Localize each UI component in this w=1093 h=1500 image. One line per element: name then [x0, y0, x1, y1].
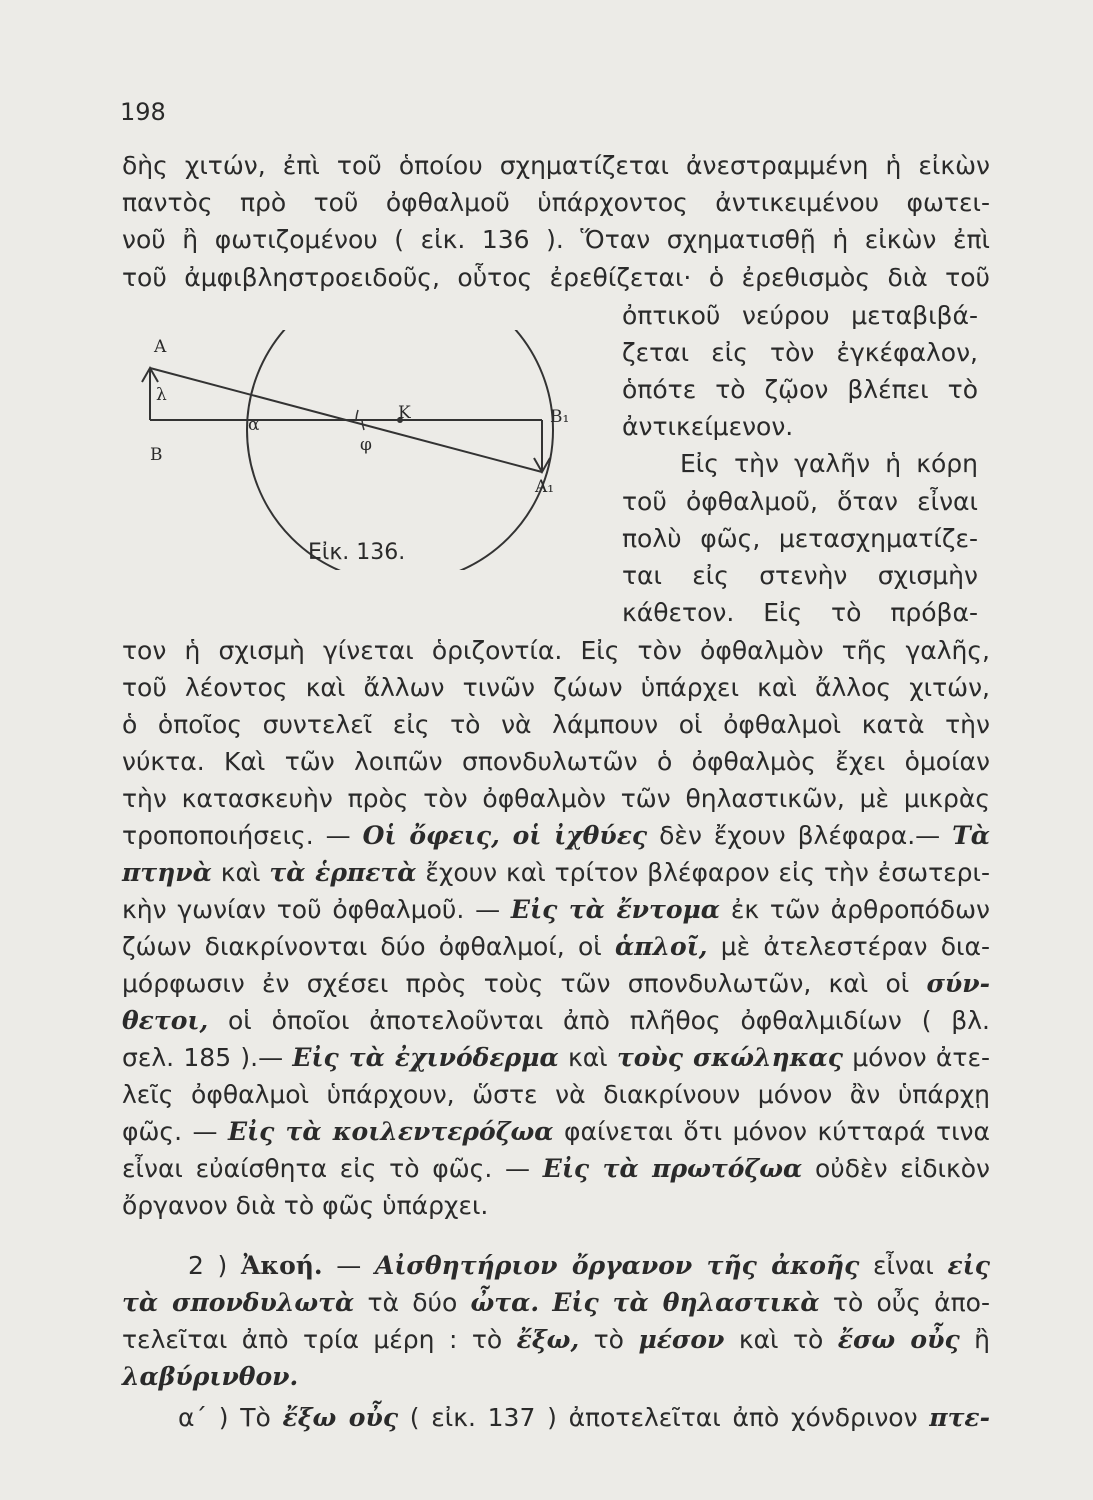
text-line: παντὸς πρὸ τοῦ ὀφθαλμοῦ ὑπάρχοντος ἀντικειμένου φωτει-: [122, 188, 990, 217]
text-line: πτηνὰ καὶ τὰ ἑρπετὰ ἔχουν καὶ τρίτον βλέφαρον εἰς τὴν ἐσωτερι-: [122, 858, 990, 887]
text-line: ὁπότε τὸ ζῷον βλέπει τὸ: [622, 375, 978, 404]
text-line: τοῦ ἀμφιβληστροειδοῦς, οὗτος ἐρεθίζεται· ὁ ἐρεθισμὸς διὰ τοῦ: [122, 263, 990, 292]
text-line: τον ἡ σχισμὴ γίνεται ὁριζοντία. Εἰς τὸν ὀφθαλμὸν τῆς γαλῆς,: [122, 636, 990, 665]
label-alpha: α: [248, 415, 260, 435]
eyeball-outline: [247, 330, 553, 570]
label-a: A: [154, 337, 167, 357]
emphasis: Εἰς τὰ ἐχινόδερμα: [292, 1043, 559, 1072]
text-line: λεῖς ὀφθαλμοὶ ὑπάρχουν, ὥστε νὰ διακρίνουν μόνον ἂν ὑπάρχῃ: [122, 1080, 990, 1109]
text-line: δὴς χιτών, ἐπὶ τοῦ ὁποίου σχηματίζεται ἀνεστραμμένη ἡ εἰκὼν: [122, 151, 990, 180]
emphasis: Εἰς τὰ κοιλεντερόζωα: [227, 1117, 554, 1146]
label-b: B: [150, 445, 163, 465]
text-line: σελ. 185 ).— Εἰς τὰ ἐχινόδερμα καὶ τοὺς σκώληκας μόνον ἀτε-: [122, 1043, 990, 1072]
text-line: Εἰς τὴν γαλῆν ἡ κόρη: [680, 449, 978, 478]
text-line: ἀντικείμενον.: [622, 412, 794, 441]
text-line: τὴν κατασκευὴν πρὸς τὸν ὀφθαλμὸν τῶν θηλαστικῶν, μὲ μικρὰς: [122, 784, 990, 813]
text-line: ται εἰς στενὴν σχισμὴν: [622, 561, 978, 590]
text-line: τελεῖται ἀπὸ τρία μέρη : τὸ ἔξω, τὸ μέσον καὶ τὸ ἔσω οὖς ἢ: [122, 1325, 990, 1354]
emphasis: Εἰς τὰ θηλαστικὰ: [552, 1288, 820, 1317]
emphasis: πτηνὰ: [122, 858, 212, 887]
emphasis: τὰ σπονδυλωτὰ: [122, 1288, 355, 1317]
text-line: τροποποιήσεις. — Οἱ ὄφεις, οἱ ἰχθύες δὲν ἔχουν βλέφαρα.— Τὰ: [122, 821, 990, 850]
emphasis: Εἰς τὰ πρωτόζωα: [542, 1154, 803, 1183]
emphasis: Εἰς τὰ ἔντομα: [510, 895, 721, 924]
emphasis: πτε-: [929, 1403, 990, 1432]
page-number: 198: [120, 98, 166, 126]
text-line: νοῦ ἢ φωτιζομένου ( εἰκ. 136 ). Ὅταν σχηματισθῇ ἡ εἰκὼν ἐπὶ: [122, 225, 990, 254]
emphasis: θετοι,: [122, 1006, 209, 1035]
text-line: ζώων διακρίνονται δύο ὀφθαλμοί, οἱ ἁπλοῖ, μὲ ἀτελεστέραν δια-: [122, 932, 990, 961]
text-line: ὁ ὁποῖος συντελεῖ εἰς τὸ νὰ λάμπουν οἱ ὀφθαλμοὶ κατὰ τὴν: [122, 710, 990, 739]
text-line: εἶναι εὐαίσθητα εἰς τὸ φῶς. — Εἰς τὰ πρωτόζωα οὐδὲν εἰδικὸν: [122, 1154, 990, 1183]
text-line: τοῦ ὀφθαλμοῦ, ὅταν εἶναι: [622, 487, 978, 516]
emphasis: σύν-: [926, 969, 990, 998]
text-line: κάθετον. Εἰς τὸ πρόβα-: [622, 598, 978, 627]
text-line: τοῦ λέοντος καὶ ἄλλων τινῶν ζώων ὑπάρχει καὶ ἄλλος χιτών,: [122, 673, 990, 702]
text-line: μόρφωσιν ἐν σχέσει πρὸς τοὺς τῶν σπονδυλωτῶν, καὶ οἱ σύν-: [122, 969, 990, 998]
emphasis: ἔξω,: [516, 1325, 580, 1354]
emphasis: εἰς: [947, 1251, 990, 1280]
emphasis: Τὰ: [952, 821, 990, 850]
text-line: ὀπτικοῦ νεύρου μεταβιβά-: [622, 301, 978, 330]
section-title: Ἀκοή.: [240, 1251, 323, 1280]
emphasis: μέσον: [638, 1325, 725, 1354]
label-a1: A₁: [535, 477, 555, 497]
angle-arc-alpha: [356, 410, 358, 420]
text-line: νύκτα. Καὶ τῶν λοιπῶν σπονδυλωτῶν ὁ ὀφθαλμὸς ἔχει ὁμοίαν: [122, 747, 990, 776]
eye-diagram: [130, 330, 610, 570]
emphasis: ἁπλοῖ,: [614, 932, 708, 961]
label-phi: φ: [360, 435, 372, 455]
label-b1: B₁: [550, 407, 570, 427]
emphasis: ὦτα.: [470, 1288, 540, 1317]
label-k: K: [398, 403, 411, 423]
emphasis: λαβύρινθον.: [122, 1362, 299, 1391]
text-line: α΄ ) Τὸ ἔξω οὖς ( εἰκ. 137 ) ἀποτελεῖται ἀπὸ χόνδρινον πτε-: [178, 1403, 990, 1432]
text-line: κὴν γωνίαν τοῦ ὀφθαλμοῦ. — Εἰς τὰ ἔντομα ἐκ τῶν ἀρθροπόδων: [122, 895, 990, 924]
text-line: [122, 1361, 990, 1393]
emphasis: τὰ ἑρπετὰ: [269, 858, 417, 887]
emphasis: ἔσω οὖς: [837, 1325, 960, 1354]
text-line: θετοι, οἱ ὁποῖοι ἀποτελοῦνται ἀπὸ πλῆθος ὀφθαλμιδίων ( βλ.: [122, 1006, 990, 1035]
emphasis: ἔξω οὖς: [282, 1403, 399, 1432]
text-line: πολὺ φῶς, μετασχηματίζε-: [622, 524, 978, 553]
emphasis: Αἰσθητήριον ὄργανον τῆς ἀκοῆς: [374, 1251, 860, 1280]
emphasis: τοὺς σκώληκας: [616, 1043, 843, 1072]
emphasis: Οἱ ὄφεις, οἱ ἰχθύες: [362, 821, 648, 850]
text-line: τὰ σπονδυλωτὰ τὰ δύο ὦτα. Εἰς τὰ θηλαστικὰ τὸ οὖς ἀπο-: [122, 1288, 990, 1317]
figure-caption: Εἰκ. 136.: [308, 540, 406, 565]
text-line: ὄργανον διὰ τὸ φῶς ὑπάρχει.: [122, 1191, 489, 1220]
text-line: φῶς. — Εἰς τὰ κοιλεντερόζωα φαίνεται ὅτι μόνον κύτταρά τινα: [122, 1117, 990, 1146]
section-heading-line: 2 ) Ἀκοή. — Αἰσθητήριον ὄργανον τῆς ἀκοῆς εἶναι εἰς: [188, 1251, 990, 1280]
text-line: ζεται εἰς τὸν ἐγκέφαλον,: [622, 338, 978, 367]
label-lambda: λ: [156, 385, 167, 405]
